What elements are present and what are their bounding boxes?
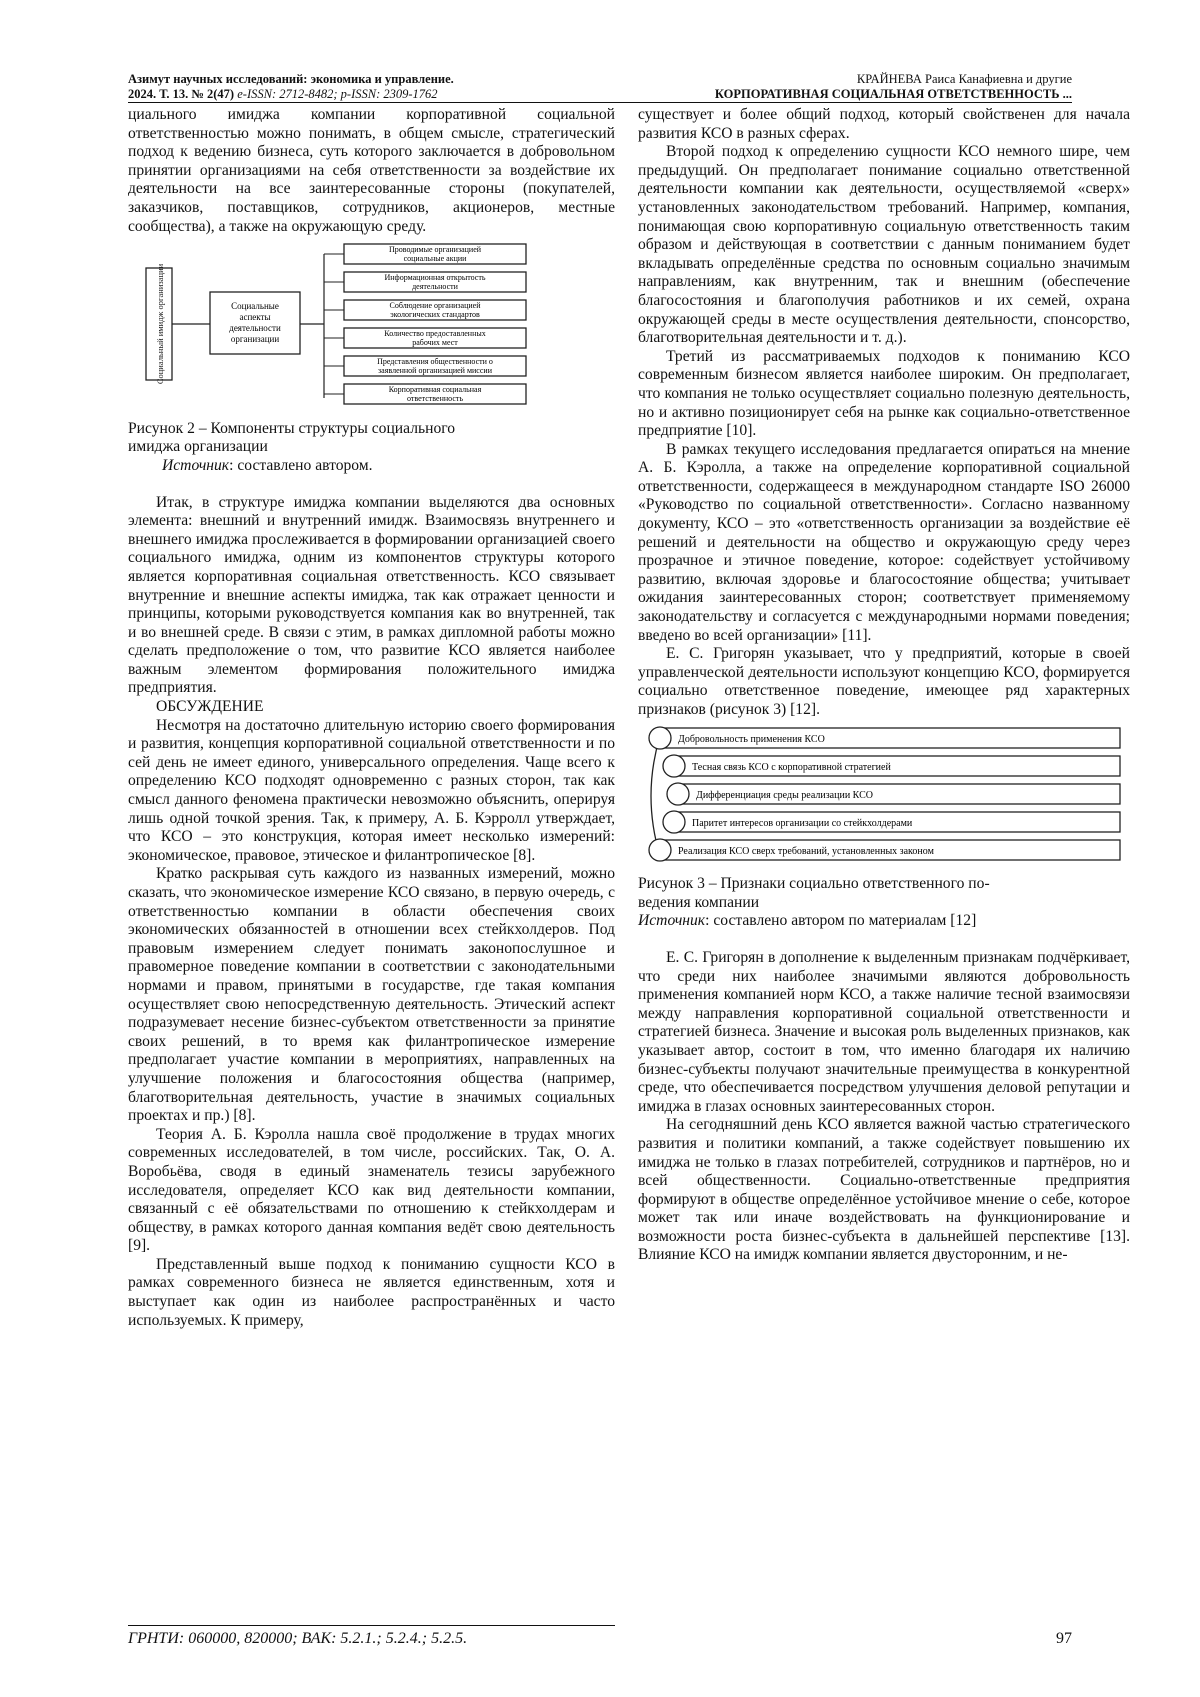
paragraph: Е. С. Григорян в дополнение к выделенным признакам подчёркивает, что среди них наиболее значимыми являются добровольность применения компанией норм КСО, а также наличие тесной взаимосвязи между направления корпоративной социальной ответственности и стратегией бизнеса. Значение и высокая роль выделенных признаков, как указывает автор, состоит в том, что именно благодаря их наличию бизнес-субъекты получают значительные преимущества в конкурентной среде, что обеспечивается посредством улучшения деловой репутации и имиджа в глазах основных заинтересованных сторон. [638, 948, 1130, 1115]
feature-row [663, 811, 1120, 833]
paragraph: существует и более общий подход, который свойственен для начала развития КСО в разных сферах. [638, 106, 1130, 142]
page-number: 97 [1056, 1630, 1072, 1647]
component-line: заявленной организацией миссии [378, 366, 492, 376]
component-line: социальные акции [403, 254, 467, 264]
feature-row [649, 839, 1120, 861]
right-column [638, 106, 1130, 1265]
article-header [715, 72, 1072, 102]
component-line: ответственность [406, 394, 464, 404]
paragraph: Второй подход к определению сущности КСО немного шире, чем предыдущий. Он предполагает понимание социально ответственной деятельности компании как деятельности, осуществляемой «сверх» установленных законодательством требований. Например, компания, понимающая свою корпоративную социальную ответственность таким образом и действующая в соответствии с данным пониманием будет вкладывать определённые средства по основным социально значимым направлениям, как внутренним, так и внешним (обеспечение благосостояния и благополучия работников и их семей, охрана окружающей среды в месте осуществления деятельности, спонсорство, благотворительная деятельности и т. д.). [638, 143, 1130, 347]
middle-label-1: Социальные [231, 301, 279, 312]
feature-label: Паритет интересов организации со стейкхолдерами [692, 817, 913, 829]
figure-2-diagram [128, 242, 615, 410]
component-line: деятельности [412, 282, 458, 292]
paragraph: Итак, в структуре имиджа компании выделяются два основных элемента: внешний и внутренний имидж. Взаимосвязь внутреннего и внешнего имиджа прослеживается в формировании организацией своего социального имиджа, одним из компонентов структуры которого является корпоративная социальная ответственность. КСО связывает внутренние и внешние аспекты имиджа, так как отражает ценности и принципы, которыми руководствуется компания как во внутренней, так и во внешней среде. В связи с этим, в рамках дипломной работы можно сделать предположение о том, что развитие КСО является наиболее важным элементом формирования положительного имиджа предприятия. [128, 493, 615, 697]
feature-marker [649, 839, 671, 861]
journal-title: Азимут научных исследований: экономика и управление. [128, 72, 454, 86]
figure-2-source: Источник: составлено автором. [162, 456, 373, 474]
feature-row [667, 783, 1120, 805]
component-line: Проводимые организацией [388, 245, 482, 255]
component-line: Информационная открытость [384, 273, 486, 283]
feature-marker [649, 727, 671, 749]
footer-divider [128, 1625, 615, 1626]
feature-label: Дифференциация среды реализации КСО [696, 789, 873, 801]
paragraph: Третий из рассматриваемых подходов к пониманию КСО современным бизнесом является наиболее широким. Он предполагает, что компания не только осуществляет социально полезную деятельность, но и активно позиционирует себя на рынке как социально-ответственное предприятие [10]. [638, 347, 1130, 440]
section-heading: ОБСУЖДЕНИЕ [156, 698, 264, 716]
paragraph: Е. С. Григорян указывает, что у предприятий, которые в своей управленческой деятельности используют концепцию КСО, формируется социально ответственное поведение, имеющее ряд характерных признаков (рисунок 3) [12]. [638, 645, 1130, 718]
figure-2-branches [324, 244, 526, 404]
middle-label-3: деятельности [229, 323, 281, 334]
feature-row [649, 727, 1120, 749]
paragraph: На сегодняшний день КСО является важной частью стратегического развития и политики компаний, а также содействует повышению их имиджа не только в глазах потребителей, сотрудников и партнёров, но и всей общественности. Социально-ответственные предприятия формируют в обществе определённое устойчивое мнение о себе, которое может так или иначе воздействовать на функционирование и возможности роста бизнес-субъекта в дальнейшей перспективе [13]. Влияние КСО на имидж компании является двусторонним, и не- [638, 1116, 1130, 1264]
left-column [128, 106, 615, 1330]
feature-label: Добровольность применения КСО [678, 733, 825, 745]
feature-label: Реализация КСО сверх требований, установленных законом [678, 845, 934, 857]
paragraph: Теория А. Б. Кэролла нашла своё продолжение в трудах многих современных исследователей, в том числе, российских. Так, О. А. Воробьёва, сводя в единый знаменатель тезисы зарубежного исследователя, определяет КСО как вид деятельности компании, связанный с её обязательствами по отношению к стейкхолдерам и обществу, в рамках которого данная компания ведёт свою деятельность [9]. [128, 1125, 615, 1255]
component-line: Количество предоставленных [384, 329, 486, 339]
spacer [638, 931, 1130, 949]
figure-2 [128, 242, 615, 416]
component-line: Корпоративная социальная [388, 385, 482, 395]
article-short-title: КОРПОРАТИВНАЯ СОЦИАЛЬНАЯ ОТВЕТСТВЕННОСТЬ ... [714, 87, 1072, 101]
article-author: КРАЙНЕВА Раиса Канафиевна и другие [856, 72, 1072, 86]
feature-marker [663, 755, 685, 777]
paragraph: Кратко раскрывая суть каждого из названных измерений, можно сказать, что экономическое измерение КСО связано, в первую очередь, с ответственностью компании в области обеспечения своих экономических обязанностей в отношении всех стейкхолдеров. Под правовым измерением следует понимать законопослушное и правомерное поведение компании в соответствии с законодательными нормами и правом, принятыми в государстве, где такая компания осуществляет свою непосредственную деятельность. Этический аспект подразумевает несение бизнес-субъектом ответственности за принятие своих решений, в то время как филантропическое измерение предполагает участие компании в мероприятиях, направленных на улучшение положения и благосостояния общества (например, благотворительная деятельность, участие в значимых социальных проектах и пр.) [8]. [128, 865, 615, 1125]
figure-3-diagram [638, 726, 1130, 866]
feature-marker [663, 811, 685, 833]
component-line: рабочих мест [412, 338, 458, 348]
paragraph: Представленный выше подход к пониманию сущности КСО в рамках современного бизнеса не является единственным, хотя и выступает как один из наиболее распространённых и часто используемых. К примеру, [128, 1255, 615, 1329]
figure-3 [638, 726, 1130, 872]
middle-label-2: аспекты [239, 312, 271, 323]
middle-label-4: организации [230, 334, 280, 345]
feature-marker [667, 783, 689, 805]
component-line: экологических стандартов [390, 310, 480, 320]
journal-issue: 2024. Т. 13. № 2(47) e-ISSN: 2712-8482; p-ISSN: 2309-1762 [128, 87, 438, 101]
figure-2-caption: Рисунок 2 – Компоненты структуры социального имиджа организации [128, 419, 456, 456]
root-label: Социальный имидж организации [155, 263, 165, 385]
feature-label: Тесная связь КСО с корпоративной стратегией [692, 761, 891, 773]
component-line: Соблюдение организацией [389, 301, 481, 311]
paragraph: Несмотря на достаточно длительную историю своего формирования и развития, концепция корпоративной социальной ответственности и по сей день не имеет единого, универсального определения. Чаще всего к определению КСО подходят одновременно с разных сторон, так как смысл данного феномена практически невозможно объяснить, оперируя лишь одной точкой зрения. Так, к примеру, А. Б. Кэрролл утверждает, что КСО – это конструкция, которая имеет несколько измерений: экономическое, правовое, этическое и филантропическое [8]. [128, 716, 615, 864]
journal-issn: e-ISSN: 2712-8482; p-ISSN: 2309-1762 [234, 87, 438, 101]
spacer [128, 476, 615, 494]
arc-line [651, 736, 660, 856]
paragraph: В рамках текущего исследования предлагается опираться на мнение А. Б. Кэролла, а также на определение корпоративной социальной ответственности, содержащееся в международном стандарте ISO 26000 «Руководство по социальной ответственности». Согласно названному документу, КСО – это «ответственность организации за воздействие её решений и деятельности на общество и окружающую среду через прозрачное и этичное поведение, которое: содействует устойчивому развитию, включая здоровье и благосостояние общества; учитывает ожидания заинтересованных сторон; соответствует применяемому законодательству и согласуется с международными нормами поведения; введено во всей организации» [11]. [638, 440, 1130, 644]
classification-codes: ГРНТИ: 060000, 820000; ВАК: 5.2.1.; 5.2.4.; 5.2.5. [128, 1630, 468, 1647]
feature-row [663, 755, 1120, 777]
header-divider [128, 102, 1072, 103]
paragraph: циального имиджа компании корпоративной социальной ответственностью можно понимать, в общем смысле, стратегический подход к ведению бизнеса, суть которого заключается в добровольном принятии организациями на себя ответственности за воздействие их деятельности на все заинтересованные стороны (покупателей, заказчиков, поставщиков, сотрудников, акционеров, местные сообщества), а также на окружающую среду. [128, 106, 615, 235]
component-line: Представления общественности о [377, 357, 493, 367]
journal-header [128, 72, 454, 102]
figure-3-caption: Рисунок 3 – Признаки социально ответственного по- ведения компании [638, 875, 990, 911]
figure-3-source: Источник: составлено автором по материалам [12] [638, 912, 977, 930]
